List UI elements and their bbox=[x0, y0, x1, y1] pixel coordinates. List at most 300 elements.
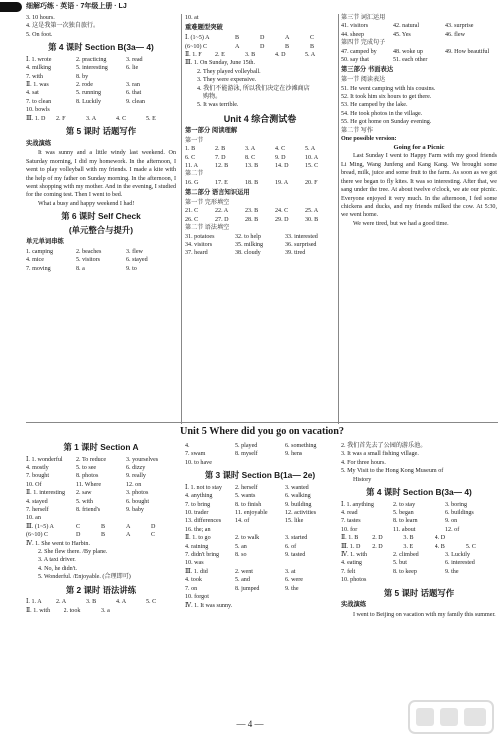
answer-cell: 3. started bbox=[285, 535, 308, 542]
essay-closing: What a busy and happy weekend I had! bbox=[38, 200, 135, 207]
answer-cell: 7. tastes bbox=[341, 518, 361, 525]
answer-cell: 17. E bbox=[215, 179, 228, 186]
answer-row bbox=[26, 489, 176, 497]
answer-line: 4. No, he didn't. bbox=[38, 565, 78, 572]
answer-cell: B bbox=[285, 43, 290, 50]
answer-cell: 9. clean bbox=[126, 98, 145, 105]
answer-cell: 4. took bbox=[185, 577, 202, 584]
answer-cell: 34. visitors bbox=[185, 242, 213, 248]
answer-cell: 9. really bbox=[126, 473, 146, 480]
sample-essay: Last Sunday I went to Happy Farm with my good friends Li Ming, Wang Junfeng and Kang Kang. We brought some bread, milk, juice and some fruit to the farm. As soon as we got there we began to fly kites. It was so interesting. After that, we sang under the tree. At about twelve o'clock, we ate our picnic. Everyone enjoyed it very much. In the afternoon, I fed some chickens and ducks, and my friends milked the cow. At 5:30, we went home. bbox=[341, 153, 497, 219]
answer-cell: 8. C bbox=[245, 154, 256, 161]
answer-cell: D bbox=[76, 532, 81, 539]
answer-cell: 4. sat bbox=[26, 90, 39, 97]
answer-cell: 4. D bbox=[275, 51, 286, 58]
answer-cell: 4. stayed bbox=[26, 498, 48, 505]
answer-cell: 7. bought bbox=[26, 473, 50, 480]
answer-cell: 10. for bbox=[341, 526, 358, 533]
answer-cell: 11. A bbox=[185, 163, 198, 170]
section-label: 重难题型突破 bbox=[185, 24, 223, 32]
answer-row bbox=[185, 576, 335, 584]
answer-line: 5. Wonderful. /Enjoyable. (合理即可) bbox=[38, 574, 131, 581]
possible-version-label: One possible version: bbox=[341, 135, 397, 142]
answer-cell: C bbox=[76, 523, 81, 530]
answer-cell bbox=[126, 73, 176, 81]
answer-cell: 3. flew bbox=[126, 249, 143, 256]
part-label: 第三部分 书面表达 bbox=[341, 66, 394, 74]
answer-line: 10. forgot bbox=[185, 594, 209, 601]
answer-cell: D bbox=[260, 35, 265, 42]
answer-cell: 2. to stay bbox=[393, 501, 416, 508]
answer-cell: 5. but bbox=[393, 560, 407, 567]
answer-cell: Ⅰ. 1. anything bbox=[341, 501, 374, 508]
column-2 bbox=[185, 14, 335, 258]
answer-cell: 9. the bbox=[285, 585, 299, 592]
answer-row bbox=[341, 517, 497, 525]
answer-cell: 9. tasted bbox=[285, 552, 306, 559]
answer-row bbox=[185, 484, 335, 492]
answer-row bbox=[26, 523, 176, 531]
answer-cell: Ⅰ. (1~5) A bbox=[185, 35, 210, 42]
answer-cell: 5. A bbox=[305, 51, 316, 58]
answer-cell: 9. D bbox=[275, 154, 286, 161]
answer-row bbox=[26, 498, 176, 506]
answer-cell: 2. A bbox=[56, 599, 67, 606]
answer-row bbox=[185, 543, 335, 551]
answer-row bbox=[26, 472, 176, 480]
answer-cell: 6. stayed bbox=[126, 257, 148, 264]
answer-row bbox=[185, 501, 335, 509]
answer-cell: 2. herself bbox=[235, 484, 258, 491]
lesson-title: 第 4 课时 Section B(3a— 4) bbox=[48, 42, 154, 53]
answer-cell: 19. A bbox=[275, 179, 289, 186]
answer-cell: 8. to finish bbox=[235, 501, 262, 508]
answer-cell: 46. flew bbox=[445, 31, 465, 38]
page-header bbox=[0, 0, 500, 14]
answer-cell: 3. a bbox=[101, 607, 110, 614]
lesson-title: 第 3 课时 Section B(1a— 2e) bbox=[204, 470, 316, 481]
lesson-title: 第 1 课时 Section A bbox=[63, 442, 139, 452]
answer-cell: C bbox=[151, 532, 156, 539]
answer-cell: Ⅰ. 1. not to stay bbox=[185, 484, 222, 491]
answer-cell: 48. woke up bbox=[393, 48, 423, 55]
answer-cell: Ⅰ. 1. wrote bbox=[26, 56, 52, 63]
sample-essay: It was sunny and a little windy last weekend. On Saturday morning, I did my homework. In the afternoon, I went to play volleyball with my friends. I made a kite with the help of my father on Sunday morning. In the afternoon, I went shopping with my mother. And in the evening, I studied for the coming test. Then I went to bed. bbox=[26, 150, 176, 199]
answer-line: Ⅲ. 1. On Sunday, June 15th. bbox=[185, 60, 255, 67]
sample-essay: I went to Beijing on vacation with my family this summer. bbox=[353, 611, 496, 618]
answer-cell: 12. on bbox=[126, 481, 142, 488]
answer-cell: Ⅱ. 1. was bbox=[26, 82, 49, 89]
answer-cell: 7. to clean bbox=[26, 98, 52, 105]
answer-cell: 29. D bbox=[275, 216, 289, 223]
answer-cell: 6. that bbox=[126, 90, 142, 97]
answer-cell: 1. B bbox=[185, 146, 196, 153]
answer-cell: 8. jumped bbox=[235, 585, 260, 592]
answer-row bbox=[185, 450, 335, 458]
answer-cell: 8. to learn bbox=[393, 518, 418, 525]
unit-divider bbox=[26, 422, 498, 423]
answer-cell: 6. walking bbox=[285, 493, 311, 500]
answer-cell: Ⅱ. 1. to go bbox=[185, 535, 211, 542]
answer-cell: 8. by bbox=[76, 73, 89, 80]
answer-cell: 6. interested bbox=[445, 560, 475, 567]
answer-row bbox=[26, 56, 176, 64]
answer-cell: Ⅲ. 1. D bbox=[26, 115, 46, 122]
section-label: 第一节 阅读表达 bbox=[341, 77, 386, 84]
column-divider-1 bbox=[181, 14, 182, 424]
answer-cell: 8. Luckily bbox=[76, 98, 102, 105]
answer-row bbox=[26, 73, 176, 81]
answer-cell: 4. milking bbox=[26, 65, 52, 72]
answer-cell: D bbox=[151, 523, 156, 530]
answer-line: 4. For three hours. bbox=[341, 459, 386, 466]
answer-cell: 6. buildings bbox=[445, 510, 474, 517]
section-label: 第二节 语法填空 bbox=[185, 225, 230, 232]
header-mark bbox=[0, 2, 22, 12]
answer-line: 4. 我们不能游泳, 所以我们决定在沙滩商店 bbox=[197, 85, 310, 92]
answer-cell: 3. B bbox=[245, 51, 256, 58]
answer-line: 10. an bbox=[26, 515, 41, 522]
answer-row bbox=[26, 81, 176, 89]
answer-cell: 4. mostly bbox=[26, 465, 49, 471]
answer-cell: 4. raining bbox=[185, 543, 209, 550]
answer-cell: 3. yourselves bbox=[126, 456, 159, 463]
answer-cell: 3. Luckily bbox=[445, 552, 471, 559]
page-number: — 4 — bbox=[236, 719, 264, 729]
answer-cell: 4. C bbox=[116, 115, 127, 122]
answer-cell: 37. heard bbox=[185, 250, 208, 257]
answer-cell: 20. F bbox=[305, 179, 318, 186]
answer-row bbox=[185, 179, 335, 187]
answer-row bbox=[341, 526, 497, 534]
answer-line: 10. to have bbox=[185, 459, 212, 466]
answer-cell: 2. beaches bbox=[76, 249, 102, 256]
answer-cell: 6. something bbox=[285, 443, 317, 449]
answer-cell: 14. D bbox=[275, 163, 289, 170]
answer-cell: 43. surprise bbox=[445, 23, 474, 30]
answer-cell bbox=[139, 607, 177, 615]
answer-cell: A bbox=[126, 532, 131, 539]
answer-cell: Ⅱ. 1. B bbox=[341, 535, 359, 542]
answer-cell: 8. so bbox=[235, 552, 247, 559]
answer-cell: 3. E bbox=[403, 543, 414, 550]
answer-cell: Ⅲ. 1. D bbox=[341, 543, 361, 550]
answer-cell: 3. boring bbox=[445, 501, 468, 508]
answer-cell: 3. B bbox=[403, 535, 414, 542]
answer-line: 10. photos bbox=[341, 577, 367, 584]
answer-line: 3. It was a small fishing village. bbox=[341, 451, 419, 458]
answer-line: 54. He took photos in the village. bbox=[341, 110, 423, 117]
answer-cell: 2. climbed bbox=[393, 552, 419, 559]
answer-cell: 26. C bbox=[185, 216, 199, 223]
answer-cell: A bbox=[285, 35, 290, 42]
answer-row bbox=[185, 154, 335, 162]
answer-cell: 6. C bbox=[185, 154, 196, 161]
answer-cell: 30. B bbox=[305, 216, 319, 223]
answer-row bbox=[26, 64, 176, 72]
lesson-title: 第 5 课时 话题写作 bbox=[65, 126, 137, 137]
unit5-column-1 bbox=[26, 442, 176, 615]
answer-cell: 12. B bbox=[215, 163, 229, 170]
answer-cell: 2. E bbox=[215, 51, 225, 58]
answer-row bbox=[185, 551, 335, 559]
answer-cell: 7. moving bbox=[26, 265, 51, 272]
answer-cell: 4. A bbox=[116, 599, 127, 606]
answer-row bbox=[341, 22, 497, 30]
answer-cell: 7. to bring bbox=[185, 501, 211, 508]
answer-cell: 9. the bbox=[445, 568, 459, 575]
essay-title: Going for a Picnic bbox=[393, 144, 445, 152]
lesson-title: 第 4 课时 Section B(3a— 4) bbox=[366, 487, 472, 498]
answer-cell: Ⅰ. 1. wonderful bbox=[26, 456, 63, 463]
unit5-column-2 bbox=[185, 442, 335, 610]
answer-row bbox=[341, 559, 497, 567]
answer-cell: 7. D bbox=[215, 154, 226, 161]
answer-cell: 6. dizzy bbox=[126, 465, 146, 471]
answer-row bbox=[26, 481, 176, 489]
answer-cell: 9. to bbox=[126, 265, 137, 272]
answer-cell: 50. say that bbox=[341, 57, 369, 64]
section-label: 第三节 词汇运用 bbox=[341, 15, 386, 21]
answer-cell: 9. hens bbox=[285, 451, 303, 458]
answer-cell: 42. natural bbox=[393, 23, 420, 30]
answer-cell: 5. running bbox=[76, 90, 102, 97]
answer-line: 10. was bbox=[185, 560, 204, 567]
answer-cell: 32. to help bbox=[235, 233, 261, 240]
answer-cell: 18. B bbox=[245, 179, 259, 186]
answer-row bbox=[26, 115, 176, 123]
practice-label: 实战演练 bbox=[26, 139, 52, 147]
answer-row bbox=[341, 543, 497, 551]
answer-cell: 5. to see bbox=[76, 465, 97, 471]
answer-cell: 2. went bbox=[235, 568, 253, 575]
answer-row bbox=[185, 34, 335, 42]
lesson-title: 第 2 课时 语法讲练 bbox=[65, 584, 137, 595]
column-1 bbox=[26, 14, 176, 273]
answer-line: 51. He went camping with his cousins. bbox=[341, 85, 436, 92]
answer-cell: 6. of bbox=[285, 543, 297, 550]
answer-cell: 45. Yes bbox=[393, 31, 411, 38]
lesson-title: 第 6 课时 Self Check bbox=[61, 211, 141, 222]
answer-cell: B bbox=[310, 43, 315, 50]
answer-cell: 5. began bbox=[393, 510, 414, 517]
answer-row bbox=[185, 534, 335, 542]
answer-line: 16. the; an bbox=[185, 526, 211, 533]
answer-cell: B bbox=[101, 523, 106, 530]
answer-row bbox=[341, 31, 497, 39]
answer-cell: 3. read bbox=[126, 56, 143, 63]
answer-cell: 11. Where bbox=[76, 481, 102, 488]
answer-cell: 3. photos bbox=[126, 490, 149, 497]
answer-cell: 9. on bbox=[445, 518, 458, 525]
answer-cell: 14. of bbox=[235, 518, 250, 525]
answer-line: History bbox=[353, 476, 372, 483]
header-text: 细解巧练 · 英语 · 7年级上册 · LJ bbox=[26, 3, 127, 10]
answer-cell: 24. C bbox=[275, 208, 289, 215]
answer-cell: 13. differences bbox=[185, 518, 222, 525]
answer-cell: 49. How beautiful bbox=[445, 48, 490, 55]
answer-line: 52. It took him six hours to get there. bbox=[341, 93, 432, 100]
answer-cell: Ⅱ. 1. interesting bbox=[26, 490, 66, 497]
answer-line: 购物。 bbox=[203, 93, 222, 100]
answer-cell: 5. wants bbox=[235, 493, 256, 500]
answer-cell: 7. with bbox=[26, 73, 43, 80]
answer-cell: 5. and bbox=[235, 577, 250, 584]
answer-row bbox=[185, 442, 335, 450]
answer-cell: B bbox=[235, 35, 240, 42]
answer-cell: 4. C bbox=[275, 146, 286, 153]
answer-cell: 2. D bbox=[372, 535, 383, 542]
answer-cell: 2. D bbox=[372, 543, 383, 550]
answer-cell: 6. bought bbox=[126, 498, 150, 505]
answer-cell: C bbox=[310, 35, 315, 42]
section-label: 第二节 写作 bbox=[341, 127, 373, 134]
answer-cell: 16. G bbox=[185, 179, 199, 186]
answer-cell: 5. visitors bbox=[76, 257, 101, 264]
answer-cell: 21. C bbox=[185, 208, 199, 215]
answer-cell: 9. building bbox=[285, 501, 312, 508]
answer-row bbox=[341, 568, 497, 576]
answer-cell: Ⅲ. 1. did bbox=[185, 568, 208, 575]
answer-row bbox=[185, 249, 335, 257]
answer-cell: 3. A bbox=[245, 146, 256, 153]
answer-row bbox=[185, 585, 335, 593]
answer-cell: 5. C bbox=[146, 599, 157, 606]
answer-cell: 47. camped by bbox=[341, 48, 377, 55]
answer-row bbox=[26, 506, 176, 514]
answer-cell: 5. C bbox=[465, 543, 476, 550]
answer-cell: 3. B bbox=[86, 599, 97, 606]
answer-cell: 4. anything bbox=[185, 493, 213, 500]
answer-row bbox=[185, 568, 335, 576]
answer-row bbox=[185, 216, 335, 224]
answer-cell: 36. surprised bbox=[285, 242, 317, 248]
answer-row bbox=[26, 464, 176, 472]
answer-cell: 8. friend's bbox=[76, 507, 101, 514]
answer-row bbox=[26, 98, 176, 106]
answer-cell: 2. saw bbox=[76, 490, 92, 497]
answer-cell: 12. of bbox=[445, 526, 460, 533]
answer-cell: 28. B bbox=[245, 216, 259, 223]
answer-row bbox=[185, 51, 335, 59]
answer-cell: 1. camping bbox=[26, 249, 54, 256]
answer-row bbox=[26, 248, 176, 256]
answer-line: 10. bowls bbox=[26, 107, 50, 114]
answer-cell: 38. cloudy bbox=[235, 250, 261, 257]
section-label: 第四节 完成句子 bbox=[341, 40, 386, 47]
answer-cell: 31. potatoes bbox=[185, 233, 215, 240]
answer-row bbox=[26, 265, 176, 273]
answer-cell: (6~10) C bbox=[185, 43, 208, 50]
answer-cell: 8. myself bbox=[235, 451, 258, 458]
answer-cell: 4. eating bbox=[341, 560, 362, 567]
answer-row bbox=[185, 207, 335, 215]
answer-line: 2. She flew there. /By plane. bbox=[38, 549, 108, 556]
answer-cell: Ⅱ. 1. with bbox=[26, 607, 51, 614]
answer-cell: 3. ran bbox=[126, 82, 140, 89]
answer-cell: 10. A bbox=[305, 154, 319, 161]
answer-cell: 7. herself bbox=[26, 507, 49, 514]
answer-cell: 3. wanted bbox=[285, 484, 309, 491]
answer-cell: 3. at bbox=[285, 568, 296, 575]
answer-line: 5. My Visit to the Hong Kong Museum of bbox=[341, 468, 444, 475]
answer-cell: 39. tired bbox=[285, 250, 306, 257]
answer-cell: A bbox=[126, 523, 131, 530]
answer-cell: Ⅱ. 1. F bbox=[185, 51, 202, 58]
answer-cell: 12. activities bbox=[285, 510, 317, 517]
answer-cell: 7. didn't bring bbox=[185, 552, 220, 559]
answer-line: Ⅳ. 1. It was sunny. bbox=[185, 602, 233, 609]
answer-cell: 5. interesting bbox=[76, 65, 108, 72]
answer-cell: 2. To reduce bbox=[76, 456, 107, 463]
answer-row bbox=[341, 534, 497, 542]
answer-cell: 11. enjoyable bbox=[235, 510, 268, 517]
answer-row bbox=[26, 456, 176, 464]
answer-cell: 23. B bbox=[245, 208, 259, 215]
answer-cell: 33. interested bbox=[285, 233, 318, 240]
column-divider-2 bbox=[338, 14, 339, 424]
answer-line: Ⅳ. 1. She went to Harbin. bbox=[26, 540, 90, 547]
answer-cell: 22. A bbox=[215, 208, 229, 215]
answer-cell: 6. were bbox=[285, 577, 303, 584]
answer-row bbox=[341, 551, 497, 559]
answer-row bbox=[185, 517, 335, 525]
answer-line: 3. 10 hours. bbox=[26, 15, 55, 21]
answer-line: 3. They were expensive. bbox=[197, 77, 257, 84]
answer-row bbox=[185, 145, 335, 153]
answer-cell: 5. E bbox=[146, 115, 156, 122]
essay-closing: We were tired, but we had a good time. bbox=[353, 220, 449, 227]
answer-cell: Ⅲ. (1~5) A bbox=[26, 523, 54, 530]
lesson-subtitle: (单元整合与提升) bbox=[68, 224, 134, 235]
watermark-stamp-icon bbox=[408, 700, 494, 734]
answer-cell: 4. B bbox=[434, 543, 445, 550]
answer-cell: 5. played bbox=[235, 443, 258, 449]
answer-cell: 8. photos bbox=[76, 473, 99, 480]
answer-cell: 10. trader bbox=[185, 510, 209, 517]
answer-line: 2. They played volleyball. bbox=[197, 68, 261, 75]
answer-row bbox=[26, 598, 176, 606]
answer-cell: 8. to keep bbox=[393, 568, 417, 575]
answer-cell: 5. an bbox=[235, 543, 247, 550]
answer-line: 53. He camped by the lake. bbox=[341, 102, 408, 109]
answer-cell: 3. A bbox=[86, 115, 97, 122]
answer-cell: 2. took bbox=[63, 607, 81, 614]
answer-cell: 44. sheep bbox=[341, 31, 365, 38]
part-label: 第一部分 阅读理解 bbox=[185, 127, 238, 135]
answer-cell: Ⅳ. 1. with bbox=[341, 552, 368, 559]
practice-label: 实战演练 bbox=[341, 601, 367, 609]
section-label: 第一节 bbox=[185, 137, 204, 144]
unit-title: Unit 5 Where did you go on vacation? bbox=[179, 426, 345, 437]
answer-cell: 15. C bbox=[305, 163, 319, 170]
answer-row bbox=[341, 501, 497, 509]
answer-cell: 5. A bbox=[305, 146, 316, 153]
column-3 bbox=[341, 14, 497, 228]
answer-cell bbox=[466, 534, 497, 542]
answer-row bbox=[26, 607, 176, 615]
answer-row bbox=[26, 89, 176, 97]
answer-cell: 9. baby bbox=[126, 507, 144, 514]
answer-cell: 10. Of bbox=[26, 481, 42, 488]
answer-cell: 13. B bbox=[245, 163, 259, 170]
answer-line: 5. It was terrible. bbox=[197, 102, 239, 109]
answer-cell: 2. practicing bbox=[76, 56, 107, 63]
part-label: 第二部分 语言知识运用 bbox=[185, 189, 250, 197]
answer-row bbox=[185, 509, 335, 517]
answer-row bbox=[26, 256, 176, 264]
answer-cell: 2. rode bbox=[76, 82, 93, 89]
